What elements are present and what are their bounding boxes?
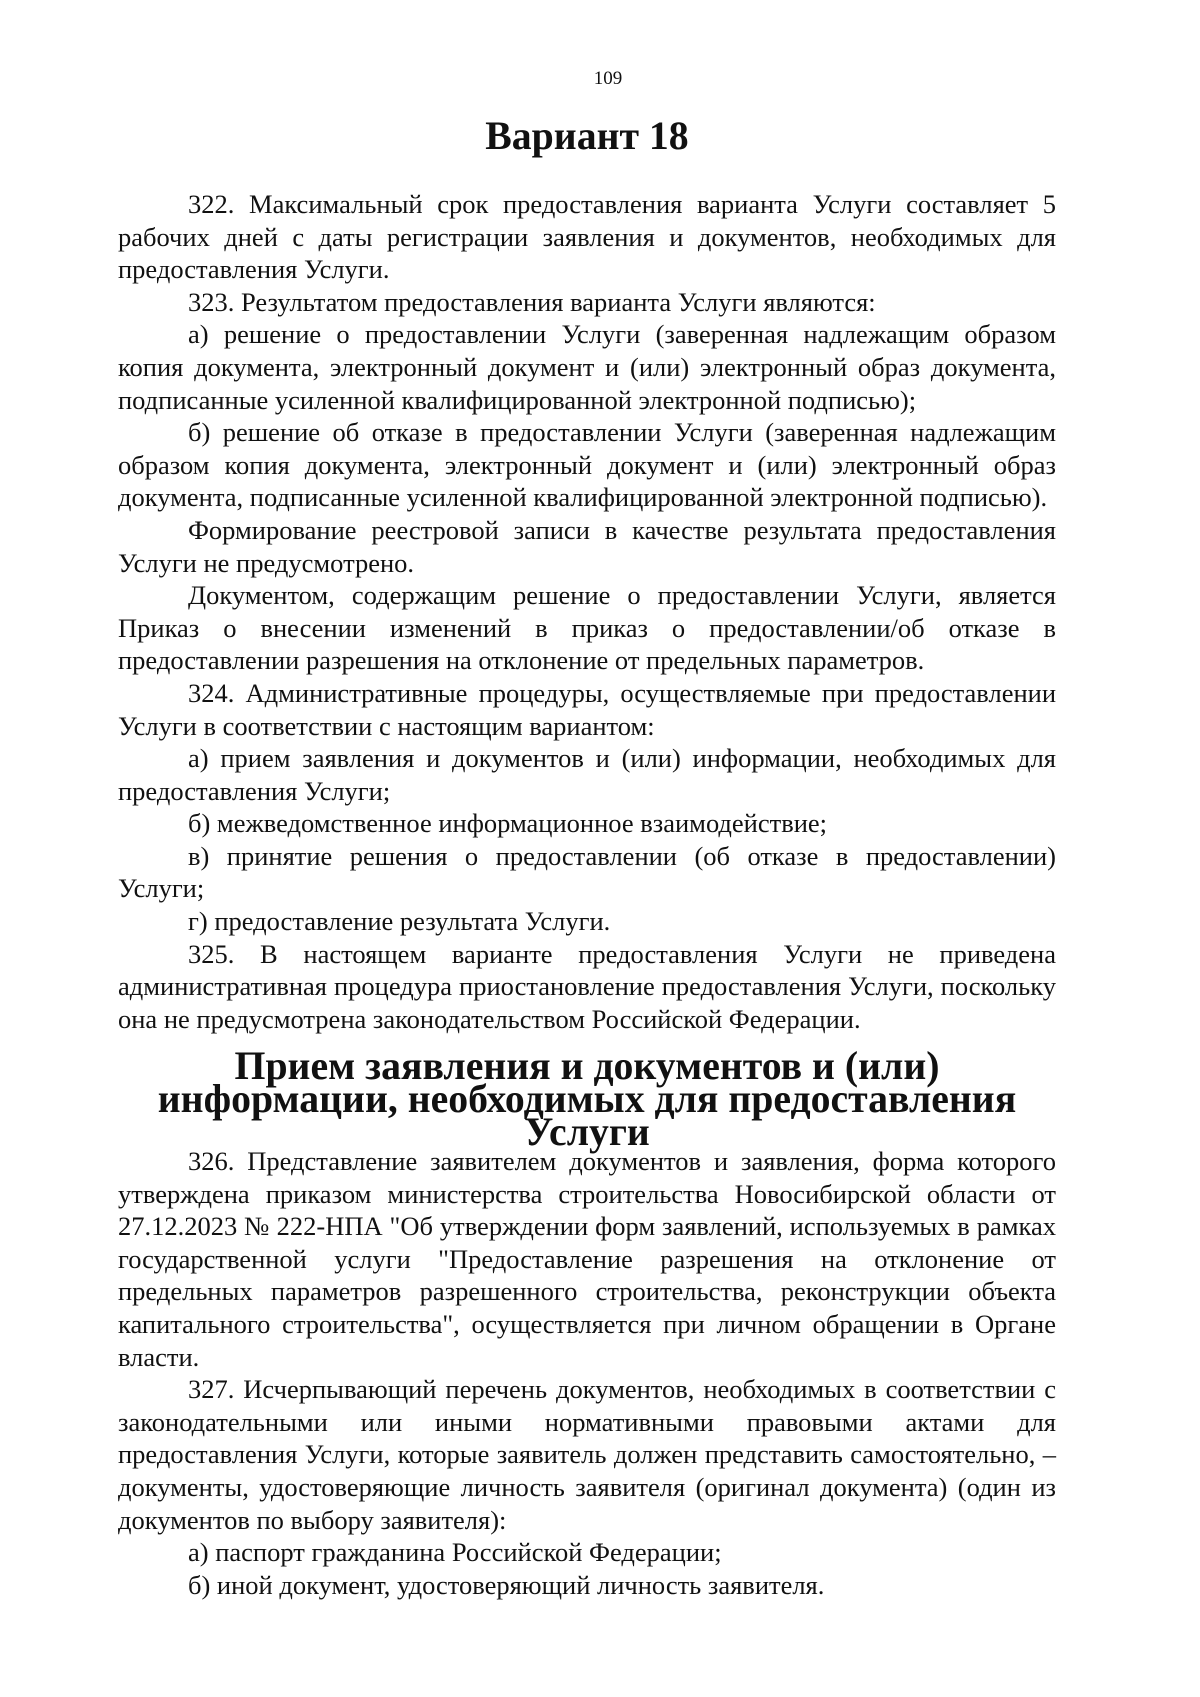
- list-item-b: б) межведомственное информационное взаимодействие;: [188, 808, 828, 839]
- list-item-b: б) решение об отказе в предоставлении Услуги (заверенная надлежащим образом копия документа, электронный документ и (или) электронный образ документа, подписанные усиленной квалифицированной электронной подписью).: [118, 417, 1056, 513]
- paragraph-322: 322. Максимальный срок предоставления варианта Услуги составляет 5 рабочих дней с даты регистрации заявления и документов, необходимых для предоставления Услуги.: [118, 189, 1056, 285]
- variant-paragraphs: [118, 188, 1056, 1035]
- list-item-b: б) иной документ, удостоверяющий личность заявителя.: [188, 1569, 825, 1600]
- paragraph-327: 327. Исчерпывающий перечень документов, необходимых в соответствии с законодательными или иными нормативными правовыми актами для предоставления Услуги, которые заявитель должен представить самостоятельно, – документы, удостоверяющие личность заявителя (оригинал документа) (один из документов по выбору заявителя):: [118, 1374, 1056, 1535]
- paragraph-registry-note: Формирование реестровой записи в качестве результата предоставления Услуги не предусмотрено.: [118, 514, 1056, 578]
- list-item-a: а) паспорт гражданина Российской Федерации;: [188, 1537, 722, 1568]
- paragraph-326: 326. Представление заявителем документов и заявления, форма которого утверждена приказом министерства строительства Новосибирской области от 27.12.2023 № 222-НПА "Об утверждении форм заявлений, используемых в рамках государственной услуги "Предоставление разрешения на отклонение от предельных параметров разрешенного строительства, реконструкции объекта капитального строительства", осуществляется при личном обращении в Органе власти.: [118, 1146, 1056, 1372]
- page-number: 109: [593, 68, 623, 89]
- list-item-a: а) решение о предоставлении Услуги (заверенная надлежащим образом копия документа, электронный документ и (или) электронный образ документа, подписанные усиленной квалифицированной электронной подписью);: [118, 319, 1056, 415]
- section-paragraphs: [118, 1145, 1056, 1601]
- list-item-v: в) принятие решения о предоставлении (об отказе в предоставлении) Услуги;: [118, 840, 1056, 904]
- list-item-a: а) прием заявления и документов и (или) информации, необходимых для предоставления Услуги;: [118, 743, 1056, 806]
- section-title: Прием заявления и документов и (или) информации, необходимых для предоставления Услуги: [157, 1044, 1017, 1154]
- variant-title: Вариант 18: [485, 114, 689, 158]
- paragraph-decision-document: Документом, содержащим решение о предоставлении Услуги, является Приказ о внесении изменений в приказ о предоставлении/об отказе в предоставлении разрешения на отклонение от предельных параметров.: [118, 580, 1056, 676]
- paragraph-325: 325. В настоящем варианте предоставления Услуги не приведена административная процедура приостановление предоставления Услуги, поскольку она не предусмотрена законодательством Российской Федерации.: [118, 938, 1056, 1034]
- list-item-g: г) предоставление результата Услуги.: [188, 906, 611, 937]
- paragraph-323: 323. Результатом предоставления варианта Услуги являются:: [188, 286, 876, 317]
- paragraph-324: 324. Административные процедуры, осуществляемые при предоставлении Услуги в соответствии с настоящим вариантом:: [118, 677, 1056, 741]
